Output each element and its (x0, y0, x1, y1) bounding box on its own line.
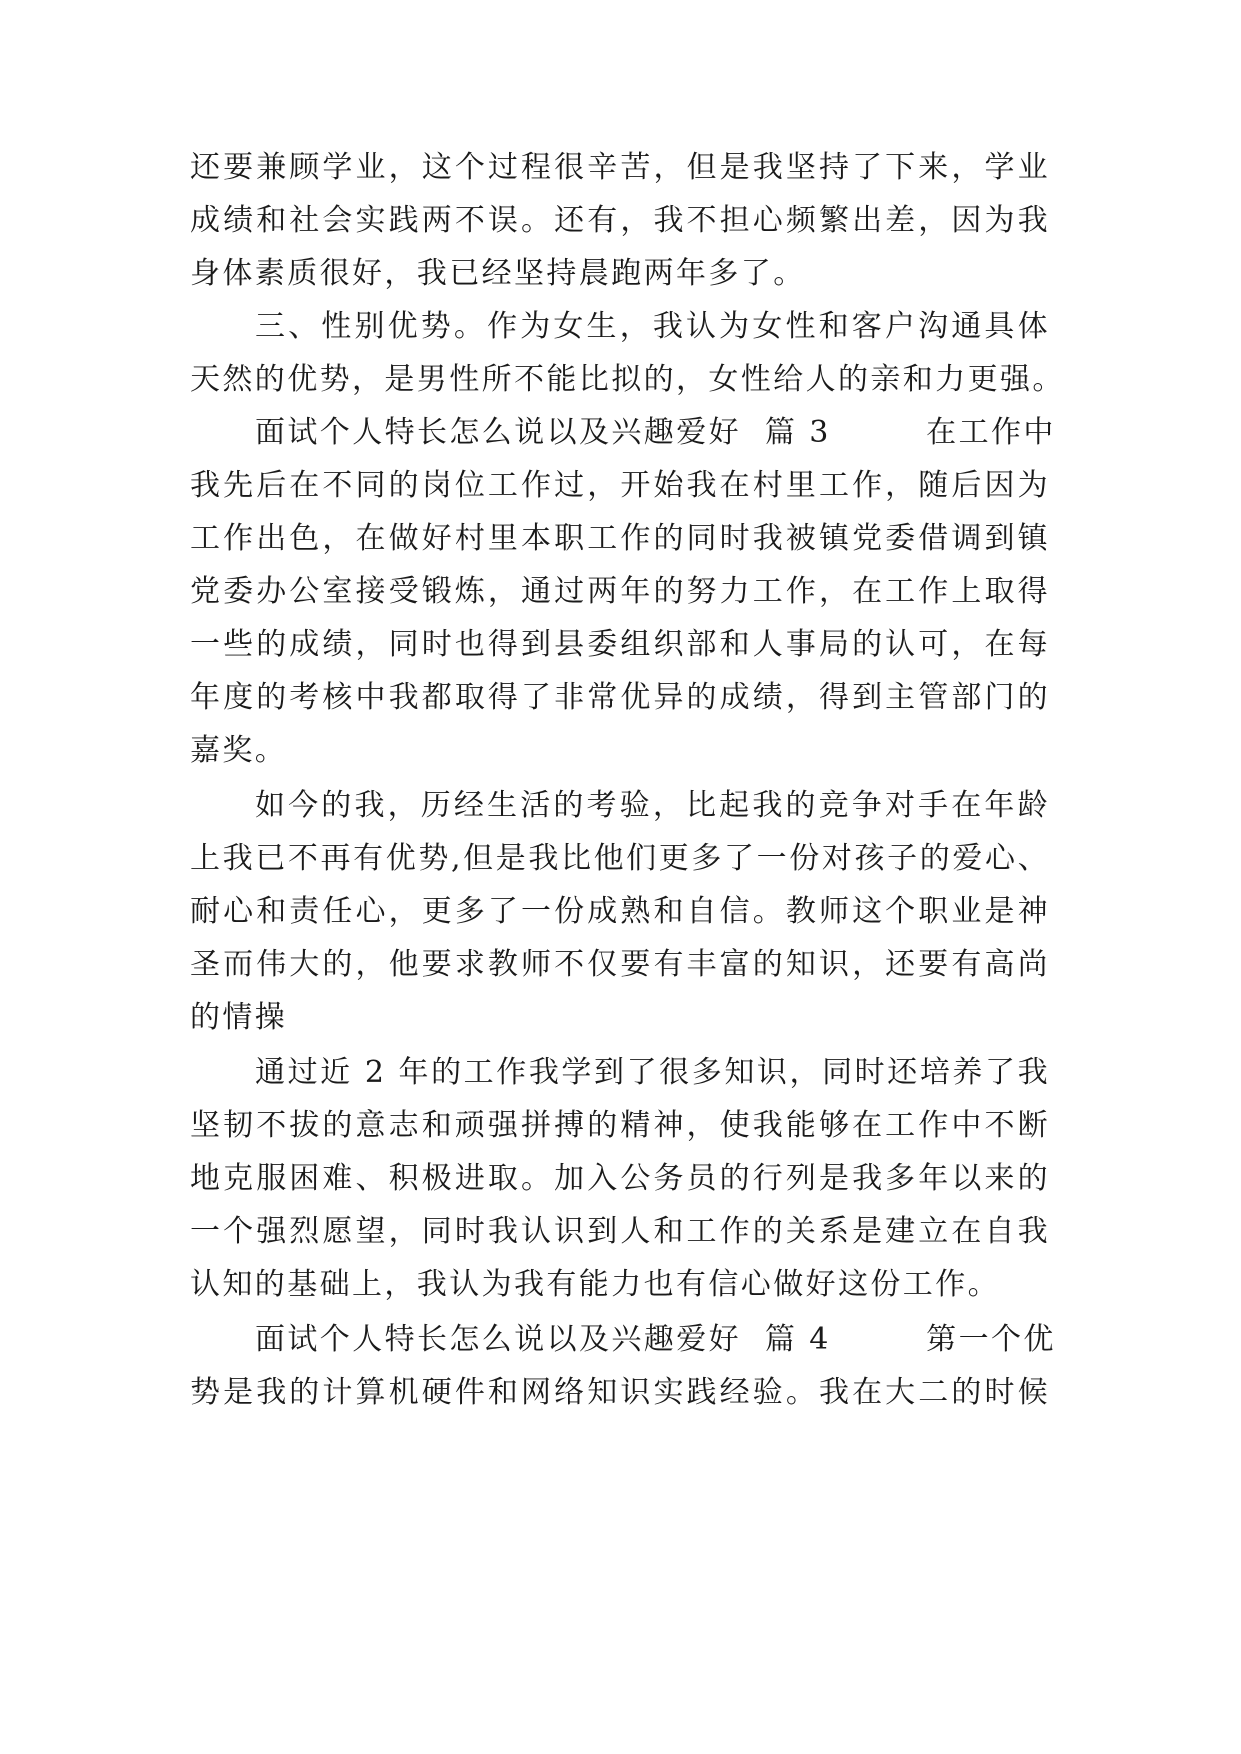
text-line: 坚韧不拔的意志和顽强拼搏的精神，使我能够在工作中不断 (190, 1108, 1050, 1143)
text-line: 三、性别优势。作为女生，我认为女性和客户沟通具体 (255, 309, 1050, 344)
text-line: 势是我的计算机硬件和网络知识实践经验。我在大二的时候 (190, 1375, 1050, 1410)
section-heading-line: 面试个人特长怎么说以及兴趣爱好 篇 4 第一个优 (255, 1322, 1056, 1357)
text-line: 认知的基础上，我认为我有能力也有信心做好这份工作。 (190, 1267, 1000, 1302)
text-line: 圣而伟大的，他要求教师不仅要有丰富的知识，还要有高尚 (190, 947, 1050, 982)
text-line: 天然的优势，是男性所不能比拟的，女性给人的亲和力更强。 (190, 362, 1065, 397)
text-line: 地克服困难、积极进取。加入公务员的行列是我多年以来的 (190, 1161, 1050, 1196)
text-line: 一些的成绩，同时也得到县委组织部和人事局的认可，在每 (190, 627, 1050, 662)
text-line: 身体素质很好，我已经坚持晨跑两年多了。 (190, 256, 806, 291)
text-line: 党委办公室接受锻炼，通过两年的努力工作，在工作上取得 (190, 574, 1050, 609)
text-line: 工作出色，在做好村里本职工作的同时我被镇党委借调到镇 (190, 521, 1050, 556)
text-line: 一个强烈愿望，同时我认识到人和工作的关系是建立在自我 (190, 1214, 1050, 1249)
text-line: 耐心和责任心，更多了一份成熟和自信。教师这个职业是神 (190, 894, 1050, 929)
text-line: 年度的考核中我都取得了非常优异的成绩，得到主管部门的 (190, 680, 1050, 715)
text-line: 嘉奖。 (190, 733, 288, 768)
section-heading-line: 面试个人特长怎么说以及兴趣爱好 篇 3 在工作中 (255, 415, 1056, 450)
text-line: 如今的我，历经生活的考验，比起我的竞争对手在年龄 (255, 788, 1050, 823)
text-line: 我先后在不同的岗位工作过，开始我在村里工作，随后因为 (190, 468, 1050, 503)
text-line: 通过近 2 年的工作我学到了很多知识，同时还培养了我 (255, 1055, 1050, 1090)
text-line: 的情操 (190, 1000, 288, 1035)
text-line: 成绩和社会实践两不误。还有，我不担心频繁出差，因为我 (190, 203, 1050, 238)
text-line: 还要兼顾学业，这个过程很辛苦，但是我坚持了下来，学业 (190, 150, 1050, 185)
text-line: 上我已不再有优势,但是我比他们更多了一份对孩子的爱心、 (190, 841, 1050, 876)
